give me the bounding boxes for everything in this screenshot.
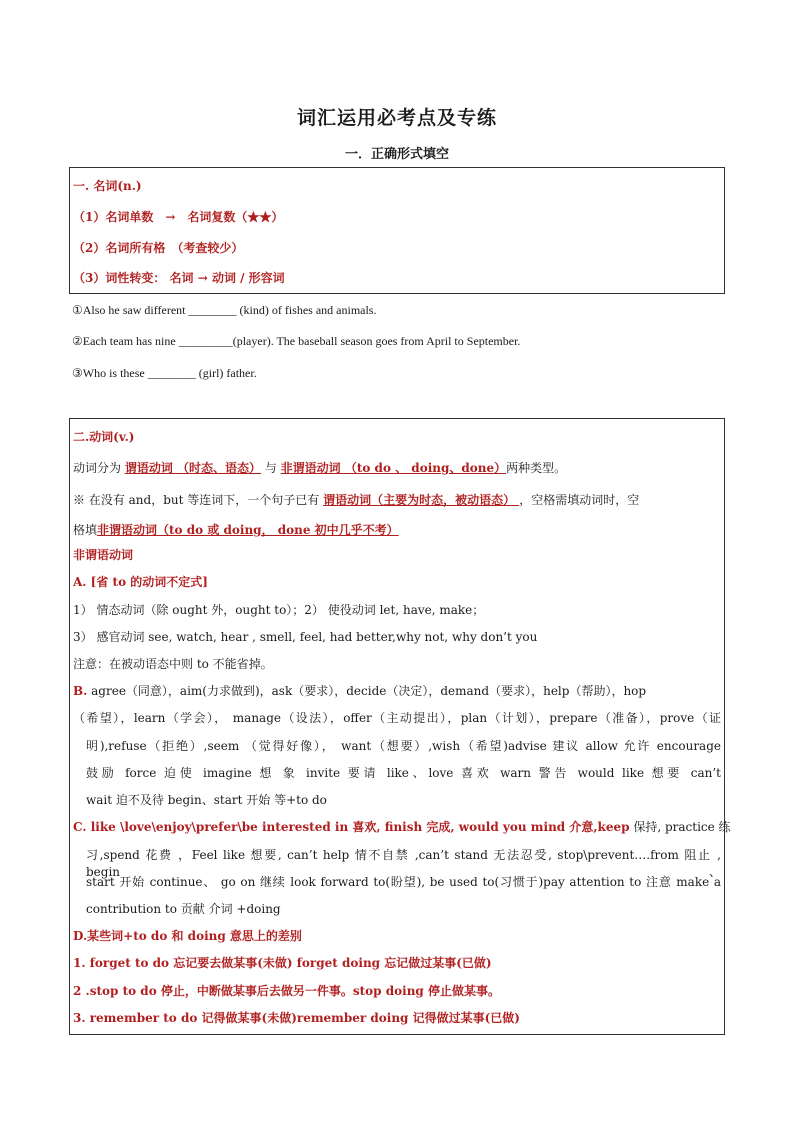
section-c-line-4: contribution to 贡献 介词 +doing bbox=[86, 902, 281, 916]
verb-box bbox=[69, 418, 731, 1035]
question-2: ②Each team has nine _________(player). The baseball season goes from April to September. bbox=[72, 334, 521, 348]
verb-note2-a: 格填 bbox=[73, 523, 98, 537]
section-b-line-3: 明),refuse（拒绝）,seem （觉得好像）， want（想要）,wish（希望)advise 建议 allow 允许 encourage bbox=[86, 739, 721, 753]
page-title: 词汇运用必考点及专练 bbox=[296, 107, 497, 129]
section-d-line-1: 1. forget to do 忘记要去做某事(未做) forget doing 忘记做过某事(已做) bbox=[73, 956, 492, 970]
verb-note-b: 谓语动词（主要为时态，被动语态） bbox=[323, 493, 520, 507]
section-b-line-4: 鼓励 force 迫使 imagine 想 象 invite 要请 like、love 喜欢 warn 警告 would like 想要 can’t bbox=[86, 766, 721, 780]
section-subtitle: 一．正确形式填空 bbox=[344, 147, 449, 162]
section-b-label: B. bbox=[73, 684, 88, 698]
section-b-line-5: wait 迫不及待 begin、start 开始 等+to do bbox=[86, 793, 327, 807]
section-a-note: 注意：在被动语态中则 to 不能省掉。 bbox=[73, 657, 273, 671]
question-1: ①Also he saw different ________ (kind) of fishes and animals. bbox=[72, 303, 377, 317]
verb-intro-e: 两种类型。 bbox=[506, 461, 567, 475]
noun-rule-2: （2）名词所有格 （考查较少） bbox=[73, 241, 244, 255]
verb-note-1 bbox=[73, 491, 721, 508]
section-c-line-3: start 开始 continue、 go on 继续 look forward to(盼望), be used to(习惯于)pay attention to 注意 make a bbox=[86, 875, 721, 889]
verb-note2-b: 非谓语动词（to do 或 doing， done 初中几乎不考） bbox=[97, 523, 399, 537]
section-c-label: C. like \love\enjoy\prefer\be interested in 喜欢, finish 完成, would you mind 介意,keep bbox=[73, 820, 630, 834]
section-c-line-1-rest: 保持, practice 练 bbox=[629, 820, 731, 834]
non-predicate-heading: 非谓语动词 bbox=[73, 548, 134, 562]
section-c-line-1 bbox=[73, 818, 731, 835]
noun-box bbox=[69, 167, 725, 294]
verb-heading: 二.动词(v.) bbox=[73, 430, 135, 444]
noun-heading: 一. 名词(n.) bbox=[73, 179, 142, 193]
verb-intro-b: 谓语动词 （时态、语态） bbox=[124, 461, 262, 475]
section-b-line-2: （希望），learn（学会）， manage（设法），offer（主动提出），plan（计划），prepare（准备），prove（证 bbox=[73, 711, 721, 725]
verb-intro bbox=[73, 459, 721, 476]
verb-note-a: ※ 在没有 and，but 等连词下，一个句子已有 bbox=[73, 493, 324, 507]
section-d-line-3: 3. remember to do 记得做某事(未做)remember doing 记得做过某事(已做) bbox=[73, 1011, 520, 1025]
section-a-line-2: 3） 感官动词 see, watch, hear , smell, feel, had better,why not, why don’t you bbox=[73, 630, 538, 644]
noun-rule-3: （3）词性转变： 名词 → 动词 / 形容词 bbox=[73, 271, 285, 285]
verb-intro-a: 动词分为 bbox=[73, 461, 125, 475]
section-a-line-1: 1） 情态动词（除 ought 外，ought to）；2） 使役动词 let, have, make； bbox=[73, 603, 485, 617]
section-b-line-1-text: agree（同意），aim(力求做到)，ask（要求），decide（决定），demand（要求），help（帮助），hop bbox=[87, 684, 647, 698]
section-c-line-2: 习,spend 花费 ，Feel like 想要, can’t help 情不自禁 ,can’t stand 无法忍受, stop\prevent….from 阻止 , begin、 bbox=[86, 848, 721, 879]
section-a-heading: A. [省 to 的动词不定式] bbox=[73, 575, 208, 589]
verb-note-c: ，空格需填动词时，空 bbox=[519, 493, 640, 507]
verb-intro-d: 非谓语动词 （to do 、 doing、done） bbox=[280, 461, 507, 475]
question-3: ③Who is these ________ (girl) father. bbox=[72, 366, 257, 380]
section-b-line-1 bbox=[73, 682, 721, 699]
verb-note-2 bbox=[73, 521, 721, 538]
verb-intro-c: 与 bbox=[261, 461, 281, 475]
noun-rule-1: （1）名词单数 → 名词复数（★★） bbox=[73, 210, 284, 224]
section-d-heading: D.某些词+to do 和 doing 意思上的差别 bbox=[73, 929, 302, 943]
section-d-line-2: 2 .stop to do 停止，中断做某事后去做另一件事。stop doing 停止做某事。 bbox=[73, 984, 500, 998]
